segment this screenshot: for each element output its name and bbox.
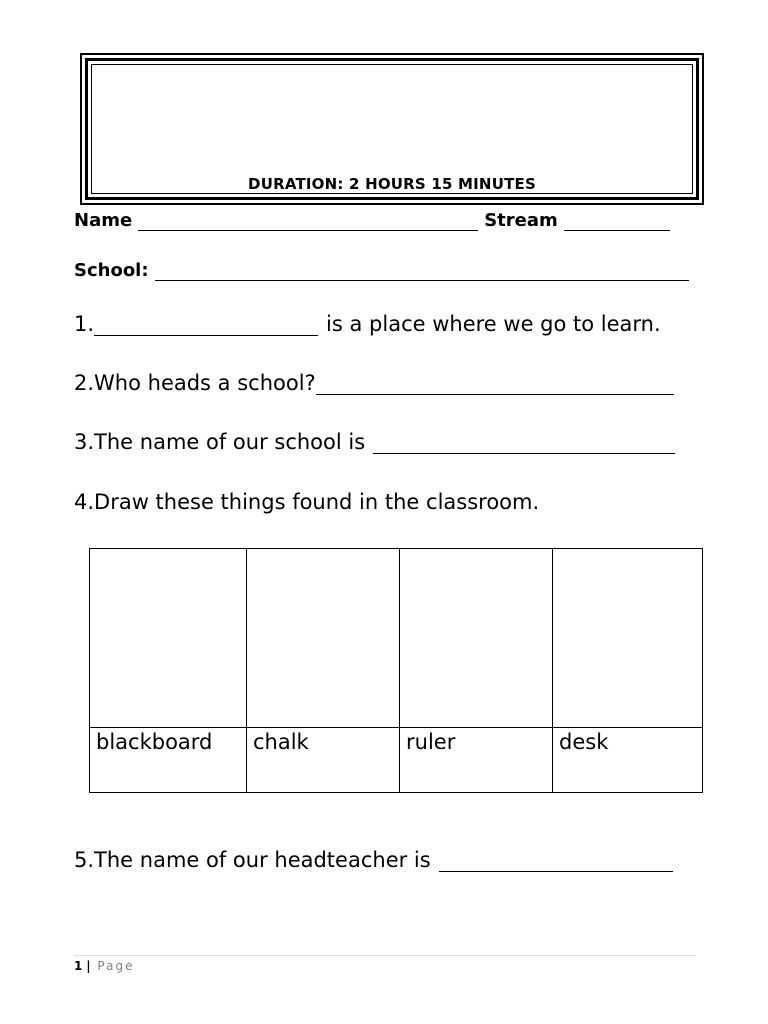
question-3-text: 3.The name of our school is <box>74 430 366 454</box>
question-1-number: 1. <box>74 312 95 336</box>
draw-cell-chalk[interactable] <box>247 549 400 728</box>
footer-divider <box>74 955 696 956</box>
question-3 <box>74 430 675 454</box>
question-1 <box>74 312 661 336</box>
question-1-answer-field[interactable] <box>94 313 318 336</box>
question-4 <box>74 490 539 514</box>
question-4-text: 4.Draw these things found in the classroom. <box>74 490 540 514</box>
page-number: 1 <box>74 959 83 973</box>
question-5 <box>74 848 673 872</box>
draw-cell-blackboard[interactable] <box>90 549 247 728</box>
draw-cell-desk[interactable] <box>553 549 703 728</box>
question-5-text: 5.The name of our headteacher is <box>74 848 431 872</box>
drawing-row <box>90 549 703 728</box>
stream-field[interactable] <box>564 212 670 231</box>
exam-duration: DURATION: 2 HOURS 15 MINUTES <box>248 175 536 193</box>
question-2-answer-field[interactable] <box>316 372 674 395</box>
drawing-table <box>89 548 703 793</box>
title-frame <box>80 53 704 205</box>
page-word: Page <box>97 959 135 973</box>
page-footer <box>74 959 134 973</box>
question-5-answer-field[interactable] <box>439 849 673 872</box>
item-label-blackboard: blackboard <box>90 728 247 793</box>
item-label-desk: desk <box>553 728 703 793</box>
footer-separator: | <box>86 959 91 973</box>
question-2 <box>74 371 674 395</box>
name-stream-row <box>74 210 676 231</box>
question-3-answer-field[interactable] <box>373 431 675 454</box>
item-label-chalk: chalk <box>247 728 400 793</box>
item-label-ruler: ruler <box>400 728 553 793</box>
label-row <box>90 728 703 793</box>
name-field[interactable] <box>138 212 478 231</box>
stream-label: Stream <box>484 210 558 231</box>
school-label: School: <box>74 260 149 281</box>
school-field[interactable] <box>155 262 689 281</box>
question-2-text: 2.Who heads a school? <box>74 371 316 395</box>
draw-cell-ruler[interactable] <box>400 549 553 728</box>
name-label: Name <box>74 210 133 231</box>
school-row <box>74 260 689 281</box>
question-1-text: is a place where we go to learn. <box>326 312 661 336</box>
